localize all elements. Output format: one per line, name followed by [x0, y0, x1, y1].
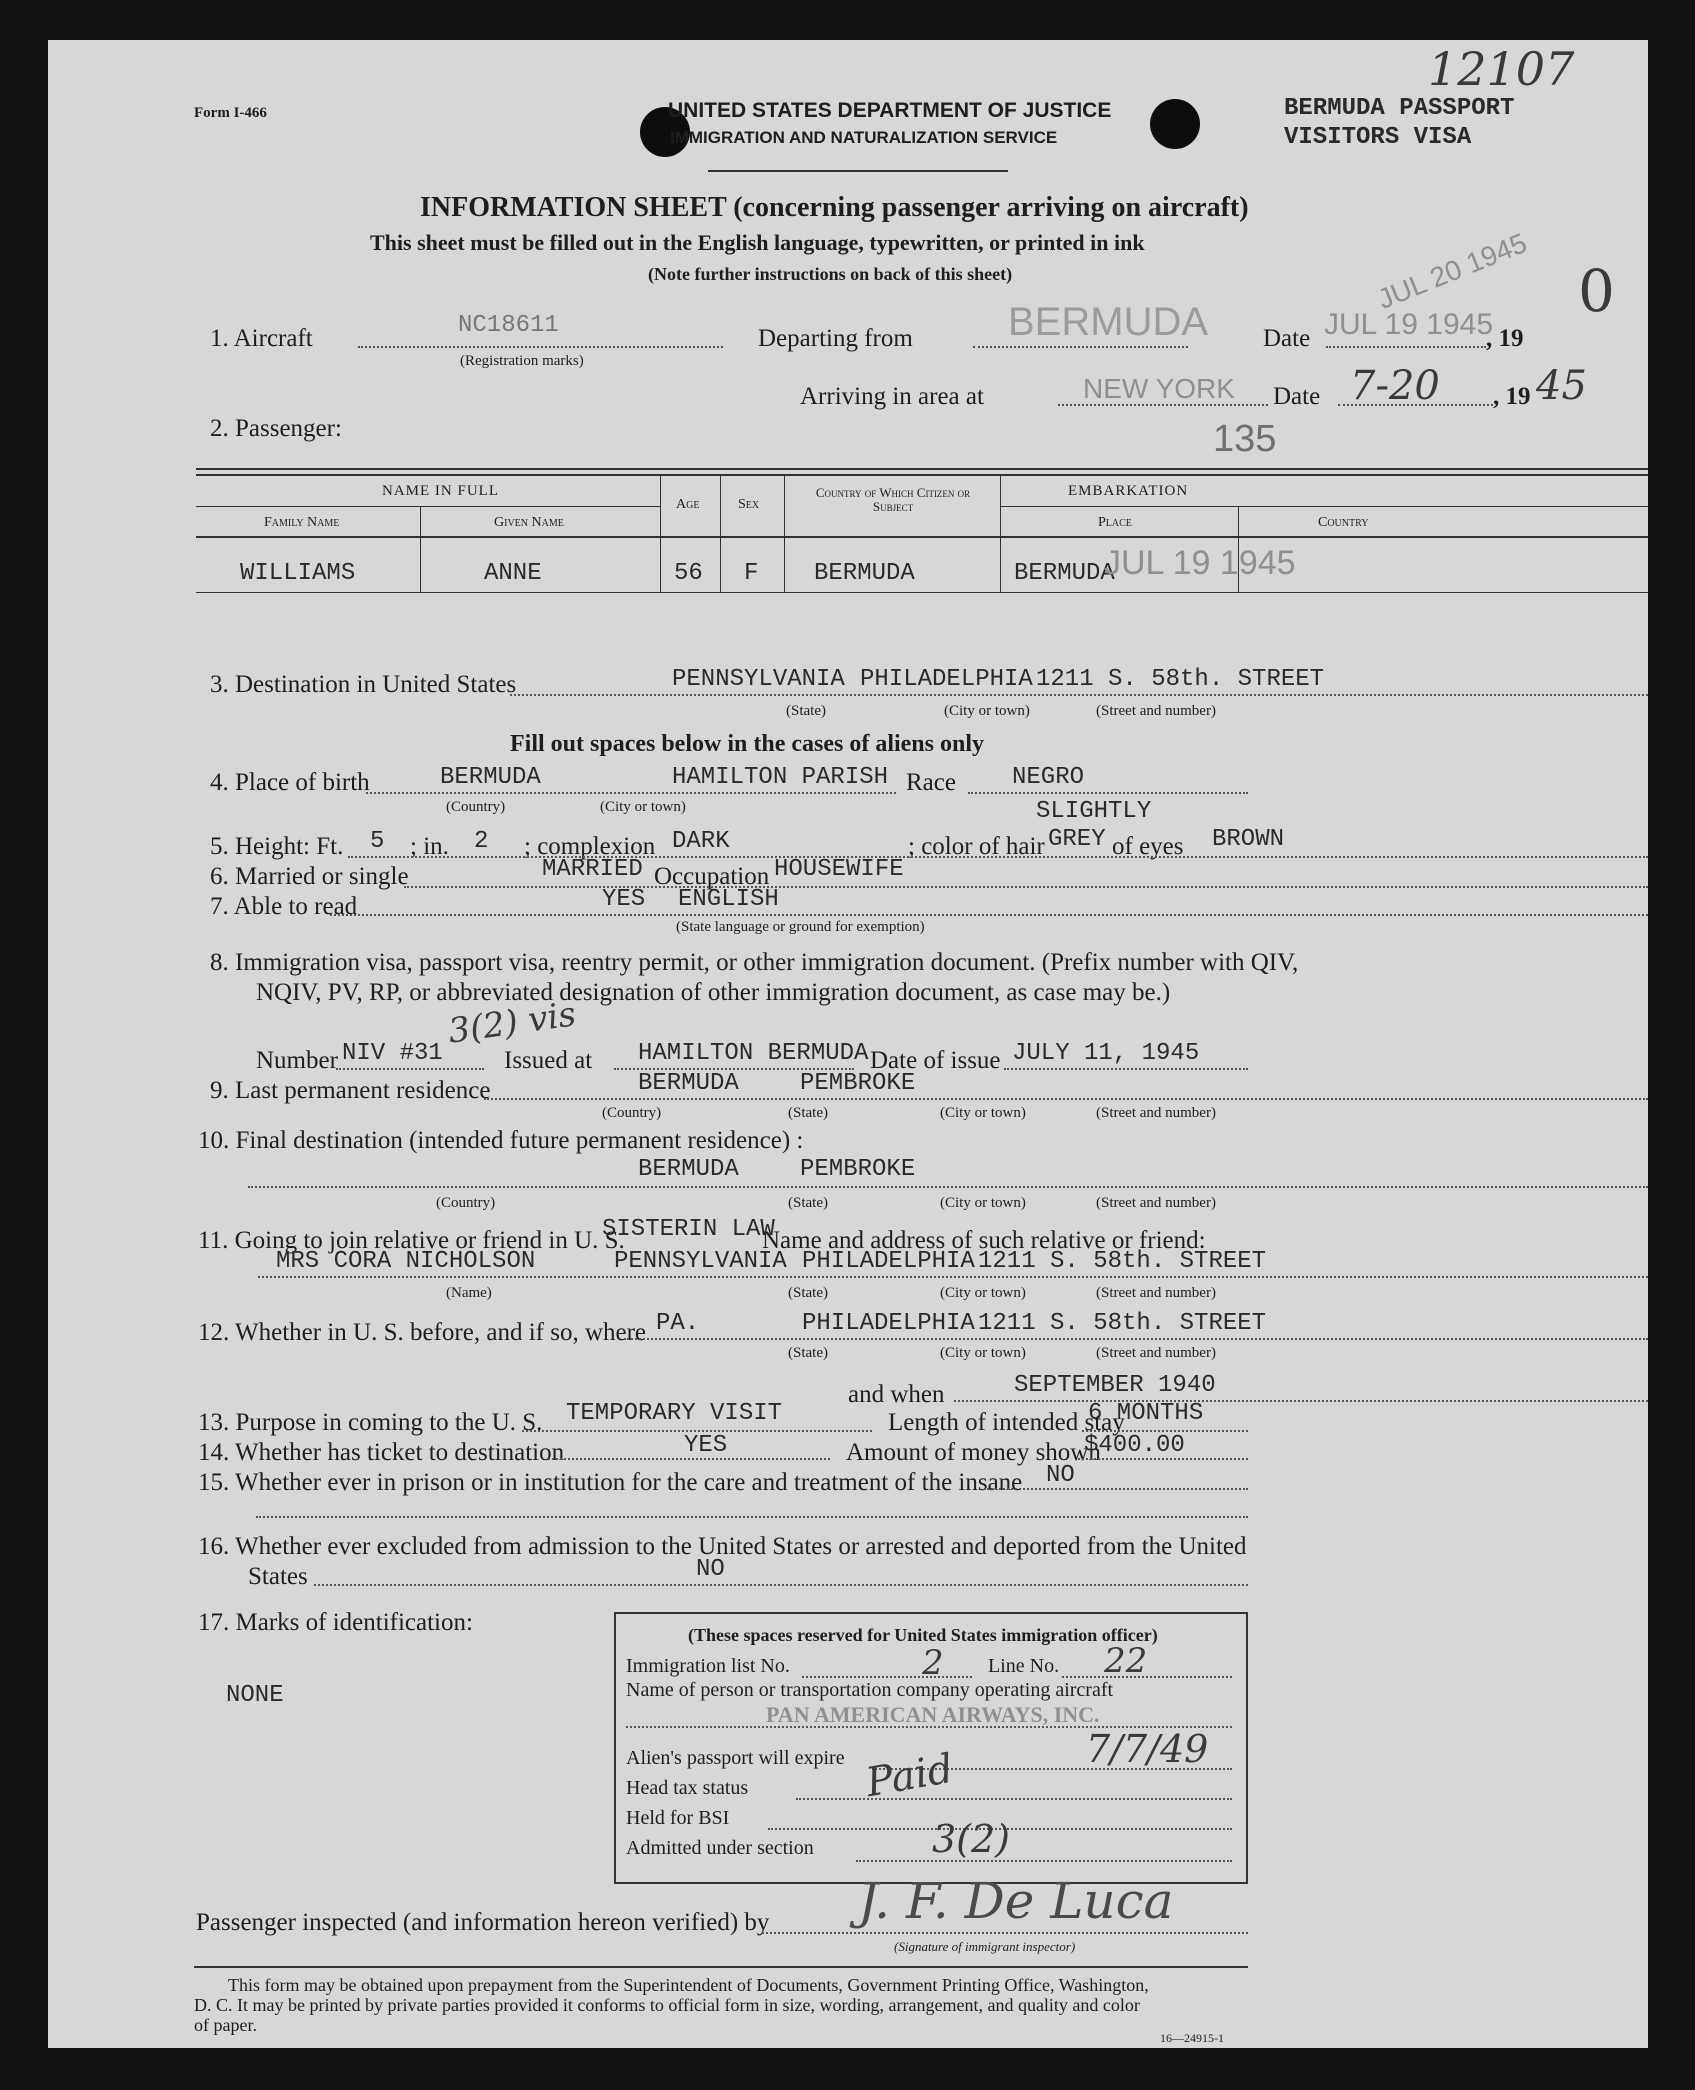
excluded-answer: NO	[696, 1556, 725, 1583]
visa-type-line-2: VISITORS VISA	[1284, 124, 1472, 151]
relative-city: PHILADELPHIA	[802, 1248, 975, 1275]
dotted-line	[1058, 404, 1268, 406]
table-rule	[196, 474, 1648, 476]
height-feet: 5	[370, 828, 385, 855]
caption: (Name)	[446, 1285, 492, 1301]
prison-answer: NO	[1046, 1462, 1075, 1489]
birth-city: HAMILTON PARISH	[672, 764, 889, 791]
visa-number-label: Number	[256, 1047, 338, 1074]
service-name: IMMIGRATION AND NATURALIZATION SERVICE	[670, 128, 1058, 147]
line-number-label: Line No.	[988, 1655, 1060, 1677]
header-sex: Sex	[738, 497, 760, 512]
height-label: 5. Height: Ft.	[210, 833, 344, 860]
dotted-line	[510, 694, 1648, 696]
prison-label: 15. Whether ever in prison or in institution for the care and treatment of the insane	[198, 1469, 1023, 1496]
arrival-date-label: Date	[1273, 383, 1321, 410]
money-label: Amount of money shown	[846, 1439, 1101, 1466]
dotted-line	[624, 1338, 1648, 1340]
birth-country: BERMUDA	[440, 764, 541, 791]
caption: (Country)	[436, 1195, 496, 1211]
ticket-label: 14. Whether has ticket to destination	[198, 1439, 565, 1466]
complexion-prefix: SLIGHTLY	[1036, 798, 1152, 825]
caption: (City or town)	[600, 799, 686, 815]
length-of-stay: 6 MONTHS	[1088, 1400, 1204, 1427]
read-label: 7. Able to read	[210, 893, 358, 920]
caption: (Street and number)	[1096, 1105, 1216, 1121]
date-of-issue-label: Date of issue	[870, 1047, 1001, 1074]
form-subtitle: This sheet must be filled out in the English language, typewritten, or printed in ink	[370, 230, 1145, 255]
caption: (City or town)	[940, 1285, 1026, 1301]
footer-code: 16—24915-1	[1160, 2031, 1224, 2045]
dotted-line	[856, 1860, 1232, 1862]
dotted-line	[954, 1400, 1648, 1402]
aircraft-registration: NC18611	[458, 312, 559, 339]
married-label: 6. Married or single	[210, 863, 409, 890]
departing-label: Departing from	[758, 325, 913, 352]
header-family-name: Family Name	[264, 515, 340, 530]
marital-status: MARRIED	[542, 856, 643, 883]
visa-label-2: NQIV, PV, RP, or abbreviated designation of other immigration document, as case may be.)	[256, 979, 1171, 1006]
residence-state: PEMBROKE	[800, 1070, 916, 1097]
arrival-year-value: 45	[1536, 363, 1587, 409]
dotted-line	[404, 886, 1648, 888]
dotted-line	[366, 792, 896, 794]
birth-label: 4. Place of birth	[210, 769, 370, 796]
family-name: WILLIAMS	[240, 560, 356, 587]
visa-label: 8. Immigration visa, passport visa, reentry permit, or other immigration document. (Prefix number with QIV,	[210, 949, 1299, 976]
eye-color: BROWN	[1212, 826, 1285, 853]
punch-hole	[1150, 99, 1200, 149]
caption: (Country)	[602, 1105, 662, 1121]
header-name-in-full: NAME IN FULL	[382, 483, 499, 499]
footer-line-2: D. C. It may be printed by private parties provided it conforms to official form in size, wording, arrangement, and quality and color	[194, 1995, 1140, 2015]
admitted-section-label: Admitted under section	[626, 1837, 814, 1859]
final-country: BERMUDA	[638, 1156, 739, 1183]
caption: (City or town)	[940, 1105, 1026, 1121]
destination-state: PENNSYLVANIA	[672, 666, 845, 693]
aircraft-label: 1. Aircraft	[210, 325, 313, 352]
date-of-issue: JULY 11, 1945	[1012, 1040, 1200, 1067]
has-ticket: YES	[684, 1432, 728, 1459]
table-rule	[1000, 506, 1648, 507]
dotted-line	[256, 1516, 1248, 1518]
passport-expire-label: Alien's passport will expire	[626, 1747, 845, 1769]
issued-at: HAMILTON BERMUDA	[638, 1040, 869, 1067]
date-label: Date	[1263, 325, 1311, 352]
caption: (Street and number)	[1096, 1195, 1216, 1211]
residence-country: BERMUDA	[638, 1070, 739, 1097]
dotted-line	[358, 346, 723, 348]
dotted-line	[968, 792, 1248, 794]
header-place: Place	[1098, 515, 1132, 530]
dotted-line	[796, 1798, 1232, 1800]
head-tax-status: Paid	[862, 1745, 957, 1807]
previous-when: SEPTEMBER 1940	[1014, 1372, 1216, 1399]
date-stamp: JUL 19 1945	[1324, 308, 1494, 341]
race: NEGRO	[1012, 764, 1085, 791]
embarkation-stamp: JUL 19 1945	[1104, 544, 1296, 582]
complexion-label: ; complexion	[524, 833, 656, 860]
dotted-line	[336, 1068, 484, 1070]
caption: (State)	[788, 1105, 828, 1121]
caption: (State)	[788, 1195, 828, 1211]
age: 56	[674, 560, 703, 587]
caption: (Registration marks)	[460, 353, 584, 369]
destination-city: PHILADELPHIA	[860, 666, 1033, 693]
caption: (State)	[788, 1285, 828, 1301]
list-number: 2	[922, 1643, 944, 1683]
arriving-label: Arriving in area at	[800, 383, 984, 410]
hair-label: ; color of hair	[908, 833, 1045, 860]
previous-visit-label: 12. Whether in U. S. before, and if so, where	[198, 1319, 647, 1346]
header-given-name: Given Name	[494, 515, 564, 530]
dotted-line	[762, 1932, 1248, 1934]
header-embarkation: EMBARKATION	[1068, 483, 1189, 499]
excluded-label: 16. Whether ever excluded from admission to the United States or arrested and deported from the United	[198, 1533, 1247, 1560]
issued-at-label: Issued at	[504, 1047, 593, 1074]
caption: (State)	[786, 703, 826, 719]
stay-label: Length of intended stay	[888, 1409, 1125, 1436]
dotted-line	[1326, 346, 1486, 348]
money-shown: $400.00	[1084, 1432, 1185, 1459]
caption: (Country)	[446, 799, 506, 815]
relative-street: 1211 S. 58th. STREET	[978, 1248, 1267, 1275]
header-country-citizen: Country of Which Citizen or Subject	[815, 485, 971, 515]
dotted-line	[802, 1676, 972, 1678]
previous-street: 1211 S. 58th. STREET	[978, 1310, 1267, 1337]
height-inches: 2	[474, 828, 489, 855]
table-divider	[720, 474, 721, 592]
dotted-line	[973, 346, 1188, 348]
eyes-label: of eyes	[1112, 833, 1184, 860]
relative-name: MRS CORA NICHOLSON	[276, 1248, 536, 1275]
circle-mark: 0	[1578, 257, 1615, 325]
form-number: Form I-466	[194, 105, 267, 121]
officer-box	[614, 1612, 1248, 1884]
footer-line-1: This form may be obtained upon prepayment from the Superintendent of Documents, Government Printing Office, Washington,	[228, 1975, 1149, 1995]
relationship: SISTERIN LAW	[602, 1216, 775, 1243]
able-to-read: YES	[602, 886, 646, 913]
dotted-line	[314, 1584, 1248, 1586]
table-divider	[1000, 474, 1001, 592]
table-rule	[196, 536, 1648, 538]
visa-handwritten-note: 3(2) vis	[445, 994, 579, 1052]
residence-label: 9. Last permanent residence	[210, 1077, 491, 1104]
language: ENGLISH	[678, 886, 779, 913]
date-year-prefix: , 19	[1486, 325, 1524, 352]
caption: (City or town)	[940, 1195, 1026, 1211]
destination-label: 3. Destination in United States	[210, 671, 517, 698]
dotted-line	[484, 1098, 1648, 1100]
footer-rule	[194, 1966, 1248, 1968]
previous-when-label: and when	[848, 1381, 945, 1408]
previous-city: PHILADELPHIA	[802, 1310, 975, 1337]
embarkation-place: BERMUDA	[1014, 560, 1115, 587]
visa-type-line-1: BERMUDA PASSPORT	[1284, 95, 1515, 122]
passport-expiry: 7/7/49	[1086, 1727, 1209, 1771]
table-divider	[660, 474, 661, 592]
caption: (State)	[788, 1345, 828, 1361]
aliens-heading: Fill out spaces below in the cases of aliens only	[510, 731, 985, 757]
inspected-label: Passenger inspected (and information hereon verified) by	[196, 1909, 770, 1936]
operator-stamp: PAN AMERICAN AIRWAYS, INC.	[766, 1702, 1100, 1727]
dotted-line	[330, 914, 1648, 916]
marks-label: 17. Marks of identification:	[198, 1609, 473, 1636]
given-name: ANNE	[484, 560, 542, 587]
caption: (City or town)	[944, 703, 1030, 719]
information-sheet-form	[48, 40, 1648, 2048]
arrival-date-value: 7-20	[1350, 363, 1440, 409]
date-stamp: JUL 20 1945	[1373, 227, 1532, 315]
final-destination-label: 10. Final destination (intended future permanent residence) :	[198, 1127, 804, 1154]
admitted-section: 3(2)	[932, 1817, 1011, 1861]
citizenship: BERMUDA	[814, 560, 915, 587]
relative-address-label: Name and address of such relative or friend:	[762, 1227, 1206, 1254]
manifest-number: 135	[1213, 418, 1277, 460]
table-divider	[784, 474, 785, 592]
caption: (Street and number)	[1096, 1285, 1216, 1301]
form-note: (Note further instructions on back of this sheet)	[648, 264, 1013, 284]
dotted-line	[984, 1488, 1248, 1490]
passenger-label: 2. Passenger:	[210, 415, 342, 442]
caption: (State language or ground for exemption)	[676, 919, 925, 935]
dotted-line	[1004, 1068, 1248, 1070]
destination-street: 1211 S. 58th. STREET	[1036, 666, 1325, 693]
departing-stamp: BERMUDA	[1008, 300, 1209, 344]
header-age: Age	[676, 497, 700, 512]
inspector-signature: J. F. De Luca	[858, 1872, 1174, 1930]
table-rule	[196, 506, 661, 507]
form-title: INFORMATION SHEET (concerning passenger arriving on aircraft)	[420, 192, 1249, 223]
dotted-line	[1078, 1458, 1248, 1460]
list-number-label: Immigration list No.	[626, 1655, 790, 1677]
head-tax-label: Head tax status	[626, 1777, 749, 1799]
purpose: TEMPORARY VISIT	[566, 1400, 783, 1427]
race-label: Race	[906, 769, 956, 796]
relative-label: 11. Going to join relative or friend in U. S.	[198, 1227, 625, 1254]
caption: (Street and number)	[1096, 1345, 1216, 1361]
occupation-label: Occupation	[654, 863, 770, 890]
excluded-label-2: States	[248, 1563, 308, 1590]
occupation: HOUSEWIFE	[774, 856, 904, 883]
final-state: PEMBROKE	[800, 1156, 916, 1183]
hair-color: GREY	[1048, 826, 1106, 853]
previous-state: PA.	[656, 1310, 700, 1337]
purpose-label: 13. Purpose in coming to the U. S.	[198, 1409, 543, 1436]
header-rule	[708, 170, 1008, 172]
dotted-line	[248, 1186, 1648, 1188]
marks-of-identification: NONE	[226, 1682, 284, 1709]
dotted-line	[548, 1458, 830, 1460]
footer-line-3: of paper.	[194, 2015, 257, 2035]
officer-box-heading: (These spaces reserved for United States immigration officer)	[688, 1625, 1158, 1645]
complexion: DARK	[672, 828, 730, 855]
table-rule	[196, 592, 1648, 593]
bsi-label: Held for BSI	[626, 1807, 730, 1829]
table-divider	[420, 506, 421, 592]
line-number: 22	[1104, 1641, 1148, 1681]
table-rule	[196, 468, 1648, 470]
sex: F	[744, 560, 759, 587]
caption: (City or town)	[940, 1345, 1026, 1361]
height-inches-label: ; in.	[410, 833, 449, 860]
department-name: UNITED STATES DEPARTMENT OF JUSTICE	[668, 99, 1112, 122]
dotted-line	[258, 1276, 1648, 1278]
corner-file-number: 12107	[1428, 42, 1575, 96]
arriving-stamp: NEW YORK	[1083, 373, 1235, 404]
header-country: Country	[1318, 515, 1369, 530]
visa-number: NIV #31	[342, 1040, 443, 1067]
caption: (Street and number)	[1096, 703, 1216, 719]
arrival-year-prefix: , 19	[1493, 383, 1531, 410]
signature-caption: (Signature of immigrant inspector)	[894, 1939, 1076, 1954]
operator-label: Name of person or transportation company operating aircraft	[626, 1679, 1114, 1701]
relative-state: PENNSYLVANIA	[614, 1248, 787, 1275]
